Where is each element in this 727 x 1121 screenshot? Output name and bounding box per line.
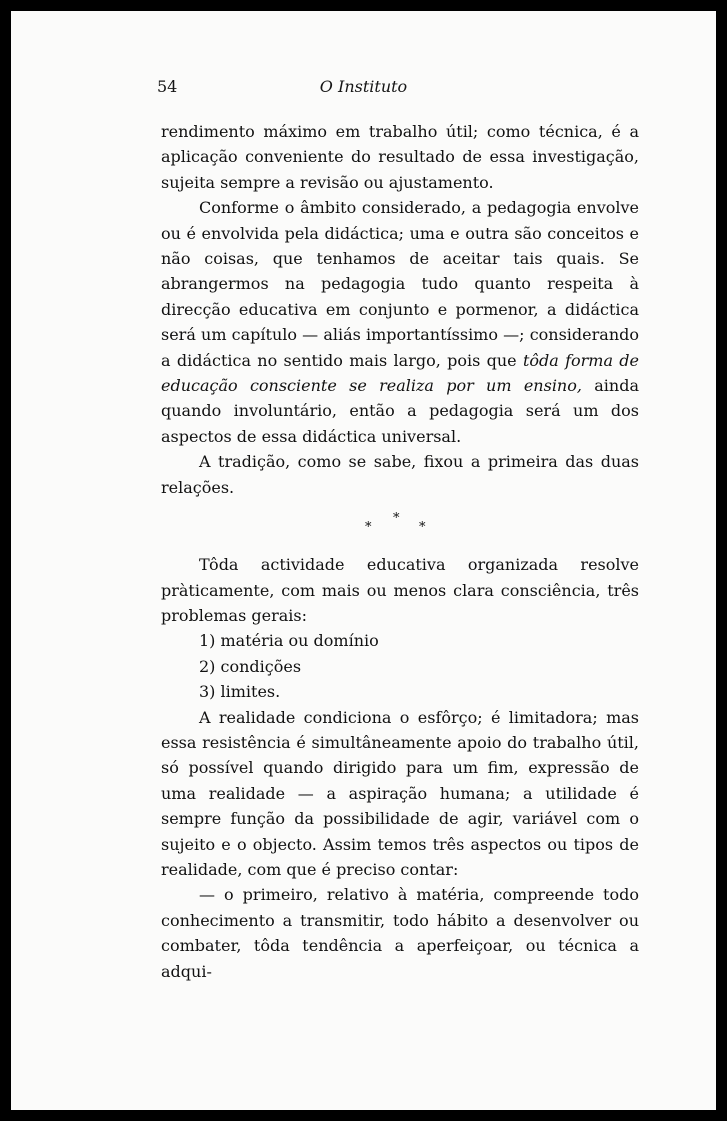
paragraph-4: Tôda actividade educativa organizada resolve pràticamente, com mais ou menos clara consciência, três problemas gerais:: [161, 555, 639, 625]
list-item: 3) limites.: [199, 682, 281, 702]
page-header: [11, 77, 716, 99]
book-page: [11, 11, 716, 1110]
paragraph-2-italic: tôda forma de educação consciente se realiza por um ensino,: [161, 350, 639, 396]
list-item: 1) matéria ou domínio: [199, 631, 379, 651]
running-title: O Instituto: [319, 77, 408, 96]
section-separator: [161, 500, 639, 552]
list-item: 2) condições: [199, 656, 302, 676]
paragraph-2-text-b: ainda quando involuntário, então a pedagogia será um dos aspectos de essa didáctica universal.: [161, 376, 640, 446]
paragraph-1: rendimento máximo em trabalho útil; como técnica, é a aplicação conveniente do resultado de essa investigação, sujeita sempre a revisão ou ajustamento.: [161, 122, 639, 192]
paragraph-5: A realidade condiciona o esfôrço; é limitadora; mas essa resistência é simultâneamente apoio do trabalho útil, só possível quando dirigido para um fim, expressão de uma realidade — a aspiração humana; a utilidade é sempre função da possibilidade de agir, variável com o sujeito e o objecto. Assim temos três aspectos ou tipos de realidade, com que é preciso contar:: [161, 707, 639, 879]
separator-star: *: [419, 520, 426, 536]
paragraph-6: — o primeiro, relativo à matéria, compreende todo conhecimento a transmitir, todo hábito a desenvolver ou combater, tôda tendência a aperfeiçoar, ou técnica a adqui-: [161, 885, 639, 981]
separator-star: *: [365, 520, 372, 536]
separator-star: *: [393, 511, 400, 527]
paragraph-3: A tradição, como se sabe, fixou a primeira das duas relações.: [161, 452, 639, 497]
page-number: 54: [157, 77, 178, 96]
body-text: [161, 119, 639, 984]
paragraph-2-text-a: Conforme o âmbito considerado, a pedagogia envolve ou é envolvida pela didáctica; uma e outra são conceitos e não coisas, que tenhamos de aceitar tais quais. Se abrangermos na pedagogia tudo quanto respeita à direcção educativa em conjunto e pormenor, a didáctica será um capítulo — aliás importantíssimo —; considerando a didáctica no sentido mais largo, pois que: [161, 198, 639, 370]
paragraph-2: [161, 195, 639, 449]
